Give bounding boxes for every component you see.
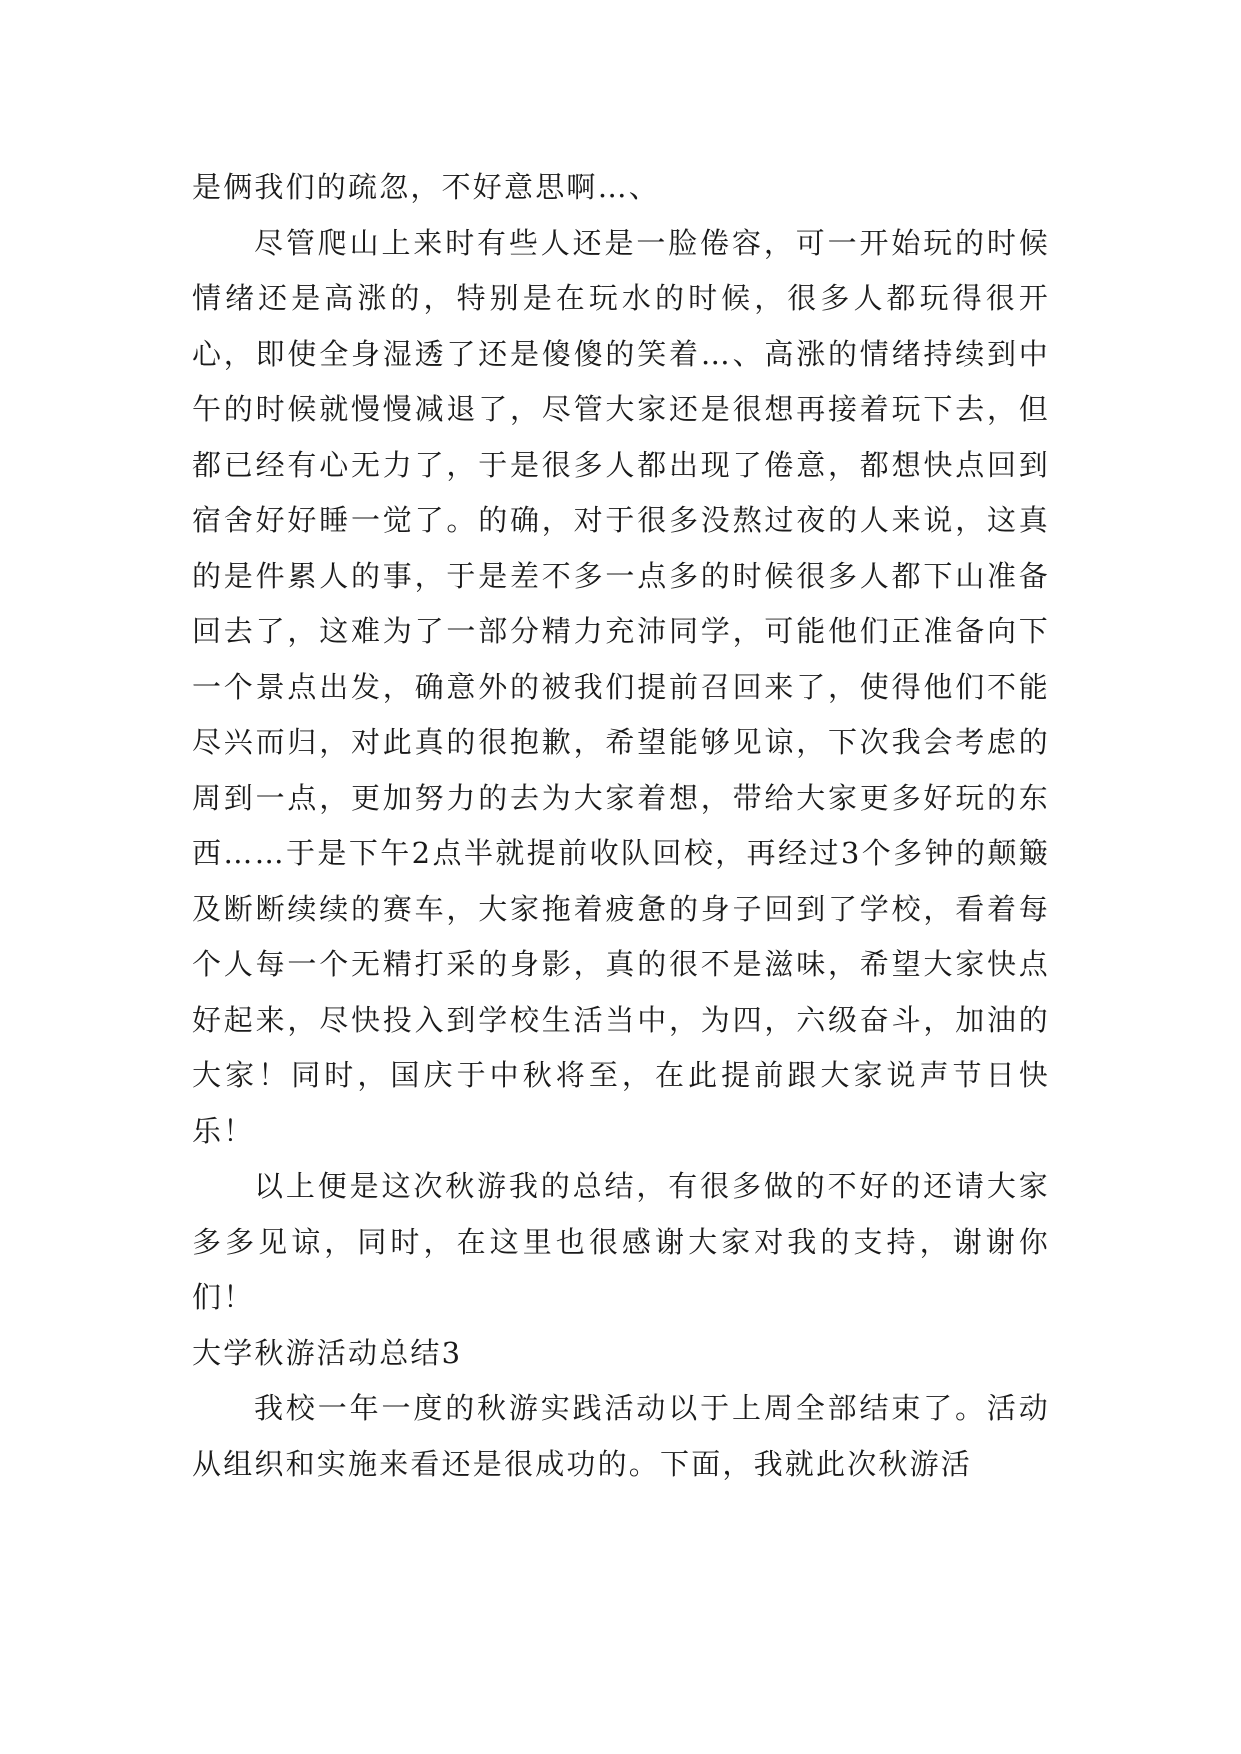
section-heading: 大学秋游活动总结3 <box>192 1335 463 1370</box>
paragraph-closing-thanks: 以上便是这次秋游我的总结，有很多做的不好的还请大家多多见谅，同时，在这里也很感谢大家对我的支持，谢谢你们！ <box>192 1169 1050 1314</box>
paragraph-trip-recap: 尽管爬山上来时有些人还是一脸倦容，可一开始玩的时候情绪还是高涨的，特别是在玩水的时候，很多人都玩得很开心，即使全身湿透了还是傻傻的笑着…、高涨的情绪持续到中午的时候就慢慢减退了，尽管大家还是很想再接着玩下去，但都已经有心无力了，于是很多人都出现了倦意，都想快点回到宿舍好好睡一觉了。的确，对于很多没熬过夜的人来说，这真的是件累人的事，于是差不多一点多的时候很多人都下山准备回去了，这难为了一部分精力充沛同学，可能他们正准备向下一个景点出发，确意外的被我们提前召回来了，使得他们不能尽兴而归，对此真的很抱歉，希望能够见谅，下次我会考虑的周到一点，更加努力的去为大家着想，带给大家更多好玩的东西……于是下午2点半就提前收队回校，再经过3个多钟的颠簸及断断续续的赛车，大家拖着疲惫的身子回到了学校，看着每个人每一个无精打采的身影，真的很不是滋味，希望大家快点好起来，尽快投入到学校生活当中，为四，六级奋斗，加油的大家！同时，国庆于中秋将至，在此提前跟大家说声节日快乐！ <box>192 225 1050 1148</box>
document-body <box>192 160 1050 1492</box>
paragraph-continuation: 是俩我们的疏忽，不好意思啊…、 <box>192 170 661 204</box>
paragraph-section-intro: 我校一年一度的秋游实践活动以于上周全部结束了。活动从组织和实施来看还是很成功的。下面，我就此次秋游活 <box>192 1391 1050 1481</box>
